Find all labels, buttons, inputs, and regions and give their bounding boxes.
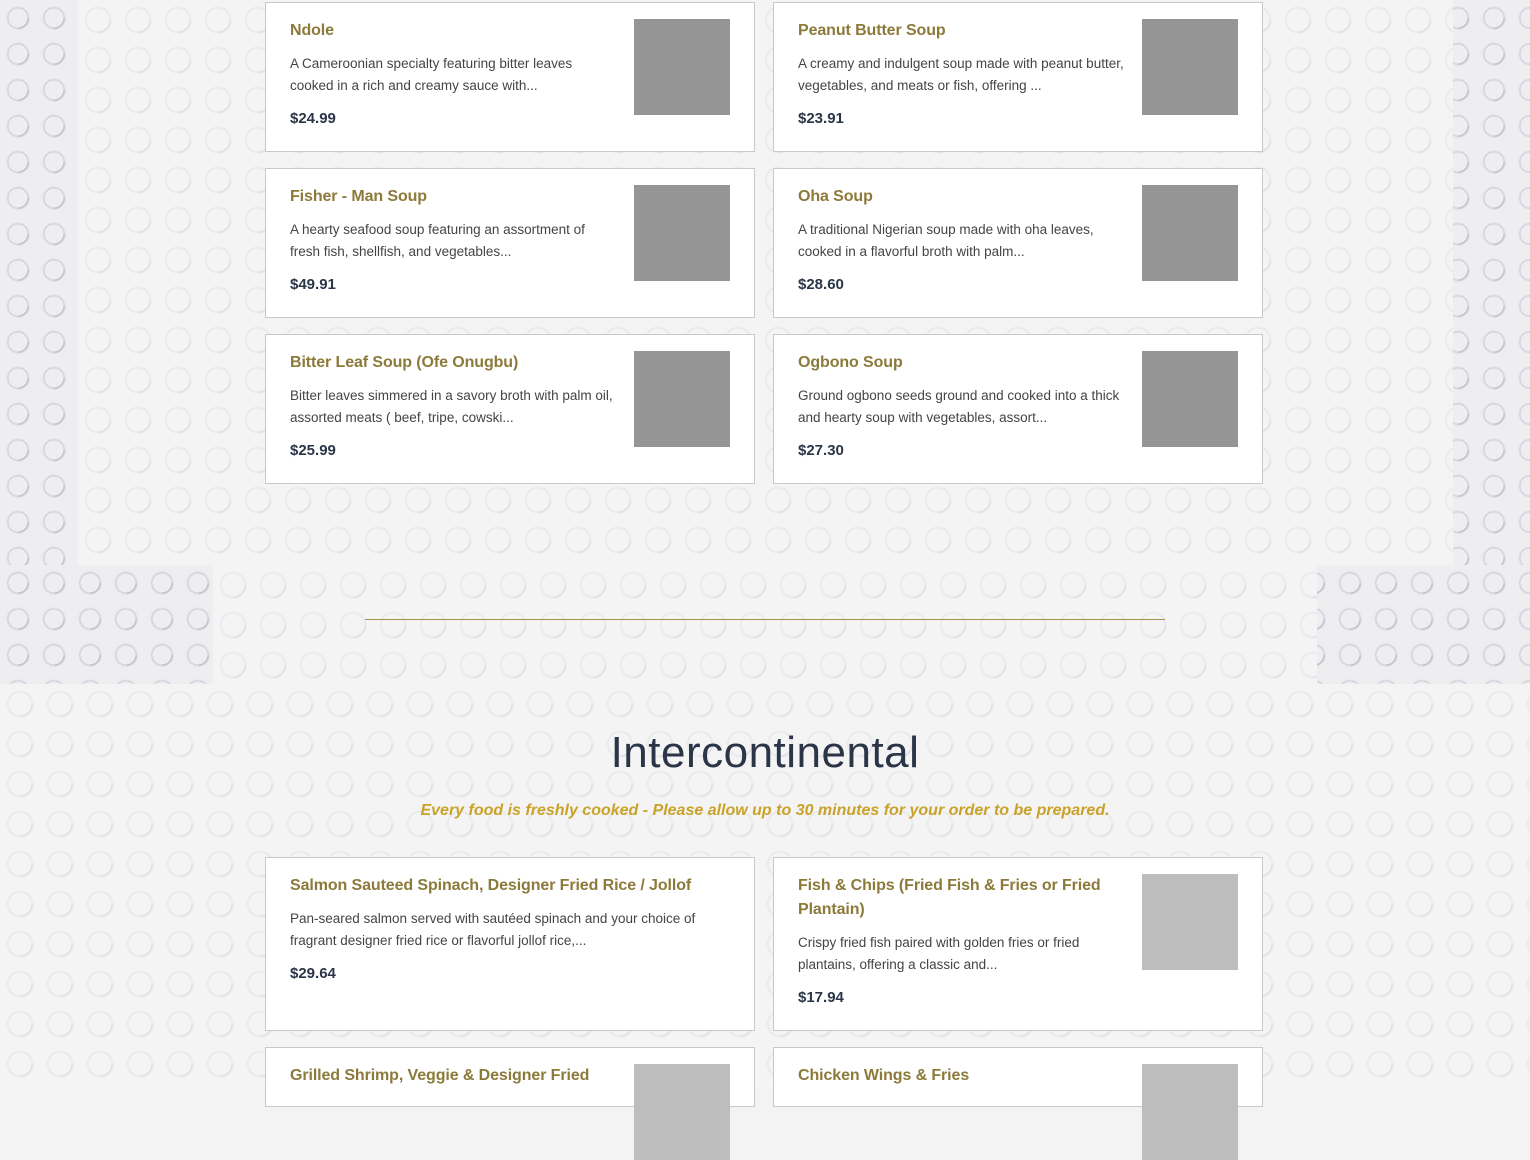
menu-item-price: $25.99: [290, 442, 336, 459]
menu-item-price: $24.99: [290, 110, 336, 127]
menu-item-image[interactable]: [1142, 351, 1238, 447]
menu-item-price: $28.60: [798, 276, 844, 293]
menu-item-text: [290, 185, 618, 295]
menu-item-price: $49.91: [290, 276, 336, 293]
menu-item-text: [798, 19, 1126, 129]
menu-item-name[interactable]: Salmon Sauteed Spinach, Designer Fried Rice / Jollof: [290, 877, 692, 894]
menu-item-description: A creamy and indulgent soup made with peanut butter, vegetables, and meats or fish, offering ...: [798, 56, 1124, 93]
menu-item-image[interactable]: [634, 185, 730, 281]
menu-item-card[interactable]: [773, 334, 1263, 484]
menu-item-image[interactable]: [1142, 185, 1238, 281]
menu-item-text: [798, 874, 1126, 1008]
menu-item-price: $27.30: [798, 442, 844, 459]
menu-item-text: [290, 1064, 618, 1098]
menu-item-name[interactable]: Fisher - Man Soup: [290, 188, 427, 205]
menu-item-description: A Cameroonian specialty featuring bitter leaves cooked in a rich and creamy sauce with...: [290, 56, 573, 93]
menu-item-description: A traditional Nigerian soup made with oha leaves, cooked in a flavorful broth with palm...: [798, 222, 1094, 259]
menu-item-price: $23.91: [798, 110, 844, 127]
menu-item-card[interactable]: [265, 334, 755, 484]
menu-item-name[interactable]: Fish & Chips (Fried Fish & Fries or Fried Plantain): [798, 877, 1101, 918]
menu-item-image[interactable]: [634, 351, 730, 447]
menu-item-card[interactable]: [773, 168, 1263, 318]
menu-item-description: A hearty seafood soup featuring an assortment of fresh fish, shellfish, and vegetables...: [290, 222, 585, 259]
menu-item-text: [290, 874, 730, 984]
menu-item-text: [290, 19, 618, 129]
menu-item-name[interactable]: Ogbono Soup: [798, 354, 903, 371]
menu-item-description: Ground ogbono seeds ground and cooked into a thick and hearty soup with vegetables, assort...: [798, 388, 1120, 425]
menu-item-name[interactable]: Bitter Leaf Soup (Ofe Onugbu): [290, 354, 519, 371]
menu-item-name[interactable]: Chicken Wings & Fries: [798, 1067, 970, 1084]
menu-item-description: Bitter leaves simmered in a savory broth with palm oil, assorted meats ( beef, tripe, cowski...: [290, 388, 613, 425]
menu-item-text: [798, 1064, 1126, 1098]
menu-item-image[interactable]: [1142, 874, 1238, 970]
menu-item-text: [798, 185, 1126, 295]
section-note: Every food is freshly cooked - Please allow up to 30 minutes for your order to be prepared.: [420, 802, 1110, 819]
menu-item-card[interactable]: [773, 2, 1263, 152]
menu-item-image[interactable]: [1142, 19, 1238, 115]
menu-item-name[interactable]: Peanut Butter Soup: [798, 22, 946, 39]
menu-item-text: [798, 351, 1126, 461]
menu-item-name[interactable]: Ndole: [290, 22, 334, 39]
menu-item-price: $17.94: [798, 989, 844, 1006]
menu-item-price: $29.64: [290, 965, 336, 982]
menu-item-name[interactable]: Grilled Shrimp, Veggie & Designer Fried: [290, 1067, 590, 1084]
menu-item-text: [290, 351, 618, 461]
menu-item-card[interactable]: [265, 857, 755, 1031]
section-title: Intercontinental: [610, 728, 920, 777]
menu-item-description: Crispy fried fish paired with golden fries or fried plantains, offering a classic and...: [798, 935, 1080, 972]
menu-item-card[interactable]: [265, 168, 755, 318]
section-divider: [365, 619, 1165, 620]
menu-item-card[interactable]: [773, 857, 1263, 1031]
menu-item-image[interactable]: [634, 1064, 730, 1160]
background-pattern-band-center: [213, 565, 1317, 684]
menu-item-image[interactable]: [634, 19, 730, 115]
menu-item-card[interactable]: [773, 1047, 1263, 1107]
menu-item-image[interactable]: [1142, 1064, 1238, 1160]
menu-item-card[interactable]: [265, 2, 755, 152]
menu-item-name[interactable]: Oha Soup: [798, 188, 873, 205]
menu-item-card[interactable]: [265, 1047, 755, 1107]
menu-item-description: Pan-seared salmon served with sautéed spinach and your choice of fragrant designer fried rice or flavorful jollof rice,...: [290, 911, 696, 948]
